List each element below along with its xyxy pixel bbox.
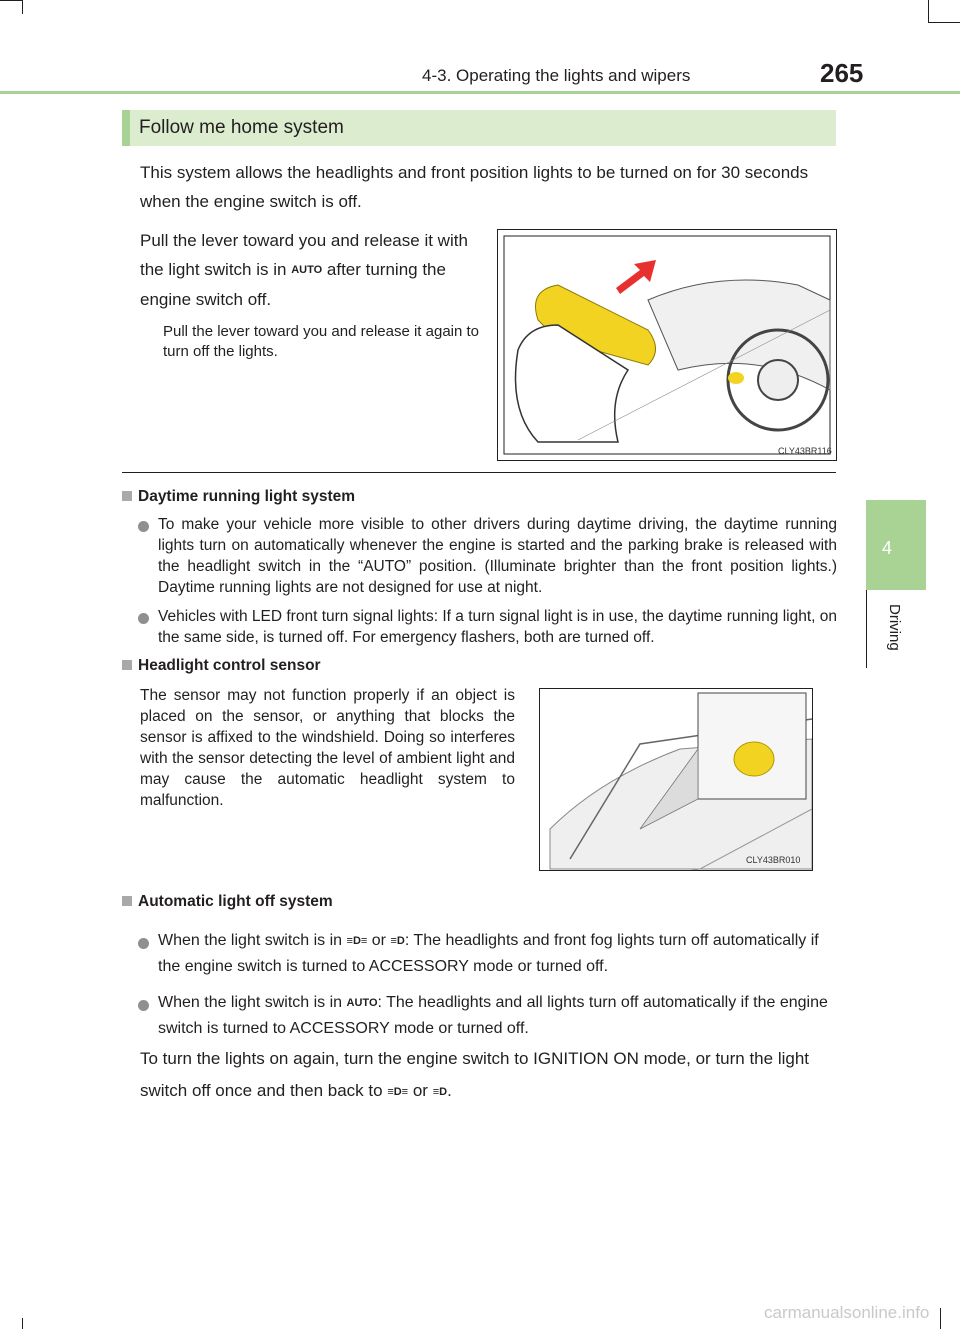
auto-off-bullet-1: When the light switch is in ≡D≡ or ≡D: The headlights and front fog lights turn off automatically if the engine switch is turned to ACCESSORY mode or turned off. — [158, 928, 838, 980]
bullet-dot-icon — [138, 998, 149, 1016]
crop-mark — [928, 22, 960, 23]
daytime-bullet-2: Vehicles with LED front turn signal lights: If a turn signal light is in use, the daytime running light, on the same side, is turned off. For emergency flashers, both are turned off. — [158, 608, 837, 646]
side-tab-number: 4 — [882, 538, 893, 558]
figure-code: CLY43BR116 — [778, 446, 832, 456]
bullet-dot-icon — [138, 611, 149, 629]
square-bullet-icon — [122, 491, 132, 501]
square-bullet-icon — [122, 660, 132, 670]
page-number: 265 — [820, 58, 864, 88]
instruction-paragraph: Pull the lever toward you and release it with the light switch is in AUTO after turning the engine switch off. — [140, 231, 468, 310]
figure-code: CLY43BR010 — [746, 855, 801, 865]
sensor-figure — [539, 688, 813, 871]
crop-mark — [22, 1318, 23, 1329]
sensor-illustration — [540, 689, 812, 870]
chapter-title: 4-3. Operating the lights and wipers — [422, 66, 691, 85]
auto-off-footer: To turn the lights on again, turn the engine switch to IGNITION ON mode, or turn the light switch off once and then back to ≡D≡ or ≡D. — [140, 1043, 840, 1108]
daytime-heading: Daytime running light system — [122, 488, 355, 506]
side-tab-label: Driving — [886, 604, 903, 651]
note-text: Pull the lever toward you and release it again to turn off the lights. — [163, 323, 480, 360]
header-rule — [0, 91, 960, 94]
section-title-box — [122, 110, 836, 146]
sensor-text: The sensor may not function properly if an object is placed on the sensor, or anything that blocks the sensor is affixed to the windshield. Doing so interferes with the sensor detecting the level of ambient light and may cause the automatic headlight system to malfunction. — [140, 687, 515, 809]
bullet-dot-icon — [138, 936, 149, 954]
crop-mark — [0, 0, 22, 1]
watermark: carmanualsonline.info — [764, 1303, 930, 1322]
auto-switch-icon: AUTO — [291, 264, 323, 277]
headlight-icon: ≡D — [390, 935, 405, 947]
lever-illustration — [498, 230, 836, 460]
section-divider — [122, 472, 836, 473]
daytime-bullet-1: To make your vehicle more visible to other drivers during daytime driving, the daytime running lights turn on automatically whenever the engine is started and the parking brake is released with the headlight switch in the “AUTO” position. (Illuminate brighter than the front position lights.) Daytime running lights are not designed for use at night. — [158, 516, 837, 596]
crop-mark — [928, 0, 929, 22]
crop-mark — [940, 1308, 941, 1329]
bullet-dot-icon — [138, 519, 149, 537]
auto-switch-icon: AUTO — [346, 997, 378, 1009]
side-tab — [866, 500, 960, 668]
lever-figure — [497, 229, 837, 461]
sensor-heading: Headlight control sensor — [122, 657, 321, 675]
auto-off-bullet-2: When the light switch is in AUTO: The headlights and all lights turn off automatically if the engine switch is turned to ACCESSORY mode or turned off. — [158, 990, 838, 1042]
headlight-position-icon: ≡D≡ — [387, 1085, 409, 1098]
auto-off-heading: Automatic light off system — [122, 893, 333, 911]
headlight-icon: ≡D — [432, 1085, 448, 1098]
square-bullet-icon — [122, 896, 132, 906]
intro-paragraph: This system allows the headlights and front position lights to be turned on for 30 seconds when the engine switch is off. — [140, 163, 809, 211]
section-title: Follow me home system — [139, 117, 344, 138]
headlight-position-icon: ≡D≡ — [346, 935, 368, 947]
crop-mark — [22, 0, 23, 14]
